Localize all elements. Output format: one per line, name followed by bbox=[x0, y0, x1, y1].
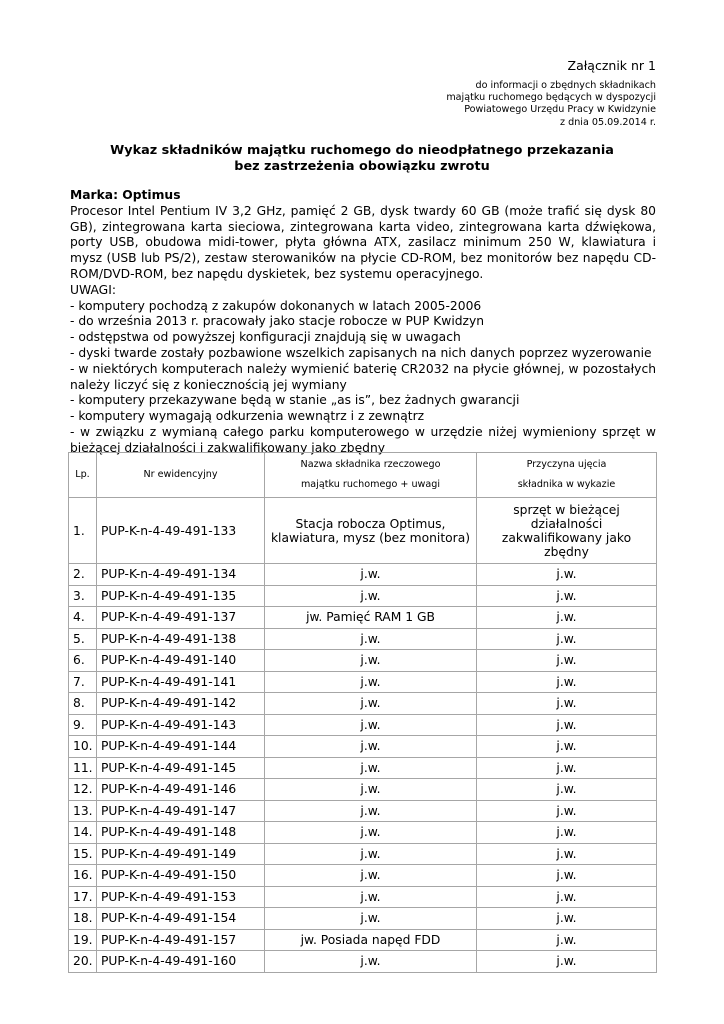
table-row bbox=[69, 886, 657, 908]
cell-name: j.w. bbox=[265, 585, 477, 607]
cell-nr: PUP-K-n-4-49-491-141 bbox=[97, 671, 265, 693]
header-name-line: Nazwa składnika rzeczowego bbox=[300, 459, 441, 470]
cell-nr: PUP-K-n-4-49-491-134 bbox=[97, 564, 265, 586]
cell-lp: 19. bbox=[69, 929, 97, 951]
table-row bbox=[69, 693, 657, 715]
cell-reason: j.w. bbox=[477, 779, 657, 801]
cell-name: j.w. bbox=[265, 843, 477, 865]
header-reason-line: Przyczyna ujęcia bbox=[526, 459, 607, 470]
cell-nr: PUP-K-n-4-49-491-144 bbox=[97, 736, 265, 758]
note-item: - komputery pochodzą z zakupów dokonanych w latach 2005-2006 bbox=[70, 298, 482, 313]
cell-lp: 15. bbox=[69, 843, 97, 865]
cell-reason: j.w. bbox=[477, 693, 657, 715]
table-row bbox=[69, 498, 657, 564]
cell-lp: 1. bbox=[69, 498, 97, 564]
table-row bbox=[69, 736, 657, 758]
attachment-note bbox=[446, 80, 656, 129]
cell-reason: j.w. bbox=[477, 865, 657, 887]
cell-lp: 9. bbox=[69, 714, 97, 736]
cell-reason: j.w. bbox=[477, 800, 657, 822]
cell-nr: PUP-K-n-4-49-491-149 bbox=[97, 843, 265, 865]
table-header-row bbox=[69, 453, 657, 498]
table-row bbox=[69, 714, 657, 736]
note-item: - w niektórych komputerach należy wymienić baterię CR2032 na płycie głównej, w pozostałych należy liczyć się z koniecznością jej wymiany bbox=[70, 361, 656, 392]
cell-name: Stacja robocza Optimus, klawiatura, mysz (bez monitora) bbox=[265, 498, 477, 564]
notes-heading: UWAGI: bbox=[70, 282, 116, 297]
cell-lp: 14. bbox=[69, 822, 97, 844]
cell-nr: PUP-K-n-4-49-491-135 bbox=[97, 585, 265, 607]
cell-name: j.w. bbox=[265, 671, 477, 693]
cell-name: j.w. bbox=[265, 693, 477, 715]
cell-name: j.w. bbox=[265, 779, 477, 801]
cell-lp: 3. bbox=[69, 585, 97, 607]
table-row bbox=[69, 564, 657, 586]
cell-reason: j.w. bbox=[477, 951, 657, 973]
cell-reason: j.w. bbox=[477, 714, 657, 736]
cell-lp: 7. bbox=[69, 671, 97, 693]
cell-nr: PUP-K-n-4-49-491-148 bbox=[97, 822, 265, 844]
table-row bbox=[69, 607, 657, 629]
items-table bbox=[68, 452, 657, 973]
cell-nr: PUP-K-n-4-49-491-142 bbox=[97, 693, 265, 715]
header-reason bbox=[477, 453, 657, 498]
cell-name: j.w. bbox=[265, 800, 477, 822]
cell-nr: PUP-K-n-4-49-491-150 bbox=[97, 865, 265, 887]
cell-reason: j.w. bbox=[477, 908, 657, 930]
note-item: - do września 2013 r. pracowały jako stacje robocze w PUP Kwidzyn bbox=[70, 314, 485, 329]
table-row bbox=[69, 671, 657, 693]
cell-lp: 13. bbox=[69, 800, 97, 822]
header-name-line: majątku ruchomego + uwagi bbox=[300, 479, 441, 490]
cell-nr: PUP-K-n-4-49-491-160 bbox=[97, 951, 265, 973]
cell-nr: PUP-K-n-4-49-491-133 bbox=[97, 498, 265, 564]
cell-name: j.w. bbox=[265, 650, 477, 672]
header-nr: Nr ewidencyjny bbox=[97, 453, 265, 498]
attachment-note-line: majątku ruchomego będących w dyspozycji bbox=[446, 92, 656, 104]
table-row bbox=[69, 585, 657, 607]
cell-nr: PUP-K-n-4-49-491-138 bbox=[97, 628, 265, 650]
cell-name: j.w. bbox=[265, 628, 477, 650]
cell-name: jw. Posiada napęd FDD bbox=[265, 929, 477, 951]
cell-reason: j.w. bbox=[477, 585, 657, 607]
attachment-label: Załącznik nr 1 bbox=[567, 58, 656, 73]
cell-lp: 10. bbox=[69, 736, 97, 758]
table-row bbox=[69, 757, 657, 779]
cell-reason: sprzęt w bieżącej działalności zakwalifikowany jako zbędny bbox=[477, 498, 657, 564]
cell-name: j.w. bbox=[265, 757, 477, 779]
table-row bbox=[69, 779, 657, 801]
document-title-line: Wykaz składników majątku ruchomego do nieodpłatnego przekazania bbox=[110, 143, 614, 158]
cell-name: j.w. bbox=[265, 822, 477, 844]
document-title bbox=[70, 143, 654, 175]
note-item: - w związku z wymianą całego parku komputerowego w urzędzie niżej wymieniony sprzęt w bieżącej działalności i zakwalifikowany jako zbędny bbox=[70, 424, 656, 455]
header-lp: Lp. bbox=[69, 453, 97, 498]
cell-name: j.w. bbox=[265, 714, 477, 736]
cell-nr: PUP-K-n-4-49-491-157 bbox=[97, 929, 265, 951]
table-row bbox=[69, 628, 657, 650]
table-row bbox=[69, 929, 657, 951]
table-row bbox=[69, 908, 657, 930]
cell-name: j.w. bbox=[265, 865, 477, 887]
cell-lp: 6. bbox=[69, 650, 97, 672]
note-item: - odstępstwa od powyższej konfiguracji znajdują się w uwagach bbox=[70, 330, 461, 345]
cell-reason: j.w. bbox=[477, 564, 657, 586]
attachment-note-line: Powiatowego Urzędu Pracy w Kwidzynie bbox=[464, 104, 656, 116]
table-row bbox=[69, 650, 657, 672]
spec-paragraph: Procesor Intel Pentium IV 3,2 GHz, pamięć 2 GB, dysk twardy 60 GB (może trafić się dysk 80 GB), zintegrowana karta sieciowa, zintegrowana karta video, zintegrowana karta dźwiękowa, porty USB, obudowa midi-tower, płyta główna ATX, zasilacz minimum 250 W, klawiatura i mysz (USB lub PS/2), zestaw sterowaników na płycie CD-ROM, bez monitorów bez napędu CD-ROM/DVD-ROM, bez napędu dyskietek, bez systemu operacyjnego. bbox=[70, 203, 656, 281]
cell-lp: 17. bbox=[69, 886, 97, 908]
cell-nr: PUP-K-n-4-49-491-145 bbox=[97, 757, 265, 779]
table-row bbox=[69, 951, 657, 973]
header-reason-line: składnika w wykazie bbox=[517, 479, 616, 490]
cell-nr: PUP-K-n-4-49-491-154 bbox=[97, 908, 265, 930]
cell-lp: 18. bbox=[69, 908, 97, 930]
header-name bbox=[265, 453, 477, 498]
table-row bbox=[69, 822, 657, 844]
table-row bbox=[69, 843, 657, 865]
cell-nr: PUP-K-n-4-49-491-147 bbox=[97, 800, 265, 822]
attachment-note-line: do informacji o zbędnych składnikach bbox=[475, 80, 656, 91]
note-item: - dyski twarde zostały pozbawione wszelkich zapisanych na nich danych poprzez wyzerowanie bbox=[70, 345, 652, 360]
cell-lp: 20. bbox=[69, 951, 97, 973]
cell-reason: j.w. bbox=[477, 628, 657, 650]
cell-lp: 11. bbox=[69, 757, 97, 779]
cell-lp: 12. bbox=[69, 779, 97, 801]
cell-reason: j.w. bbox=[477, 822, 657, 844]
cell-name: j.w. bbox=[265, 908, 477, 930]
cell-name: j.w. bbox=[265, 736, 477, 758]
brand-heading: Marka: Optimus bbox=[70, 188, 181, 202]
cell-reason: j.w. bbox=[477, 736, 657, 758]
document-title-line: bez zastrzeżenia obowiązku zwrotu bbox=[234, 159, 490, 174]
cell-name: j.w. bbox=[265, 951, 477, 973]
cell-nr: PUP-K-n-4-49-491-146 bbox=[97, 779, 265, 801]
cell-lp: 2. bbox=[69, 564, 97, 586]
cell-lp: 4. bbox=[69, 607, 97, 629]
description-block bbox=[70, 188, 656, 457]
cell-name: j.w. bbox=[265, 886, 477, 908]
cell-reason: j.w. bbox=[477, 843, 657, 865]
cell-name: j.w. bbox=[265, 564, 477, 586]
attachment-note-line: z dnia 05.09.2014 r. bbox=[560, 116, 656, 128]
table-row bbox=[69, 865, 657, 887]
note-item: - komputery wymagają odkurzenia wewnątrz i z zewnątrz bbox=[70, 409, 425, 424]
cell-reason: j.w. bbox=[477, 607, 657, 629]
cell-reason: j.w. bbox=[477, 886, 657, 908]
cell-reason: j.w. bbox=[477, 757, 657, 779]
cell-nr: PUP-K-n-4-49-491-137 bbox=[97, 607, 265, 629]
cell-reason: j.w. bbox=[477, 929, 657, 951]
note-item: - komputery przekazywane będą w stanie „as is”, bez żadnych gwarancji bbox=[70, 393, 520, 408]
table-body bbox=[69, 498, 657, 973]
cell-lp: 16. bbox=[69, 865, 97, 887]
table-row bbox=[69, 800, 657, 822]
cell-lp: 8. bbox=[69, 693, 97, 715]
cell-name: jw. Pamięć RAM 1 GB bbox=[265, 607, 477, 629]
cell-nr: PUP-K-n-4-49-491-153 bbox=[97, 886, 265, 908]
cell-nr: PUP-K-n-4-49-491-140 bbox=[97, 650, 265, 672]
cell-lp: 5. bbox=[69, 628, 97, 650]
cell-nr: PUP-K-n-4-49-491-143 bbox=[97, 714, 265, 736]
cell-reason: j.w. bbox=[477, 671, 657, 693]
cell-reason: j.w. bbox=[477, 650, 657, 672]
